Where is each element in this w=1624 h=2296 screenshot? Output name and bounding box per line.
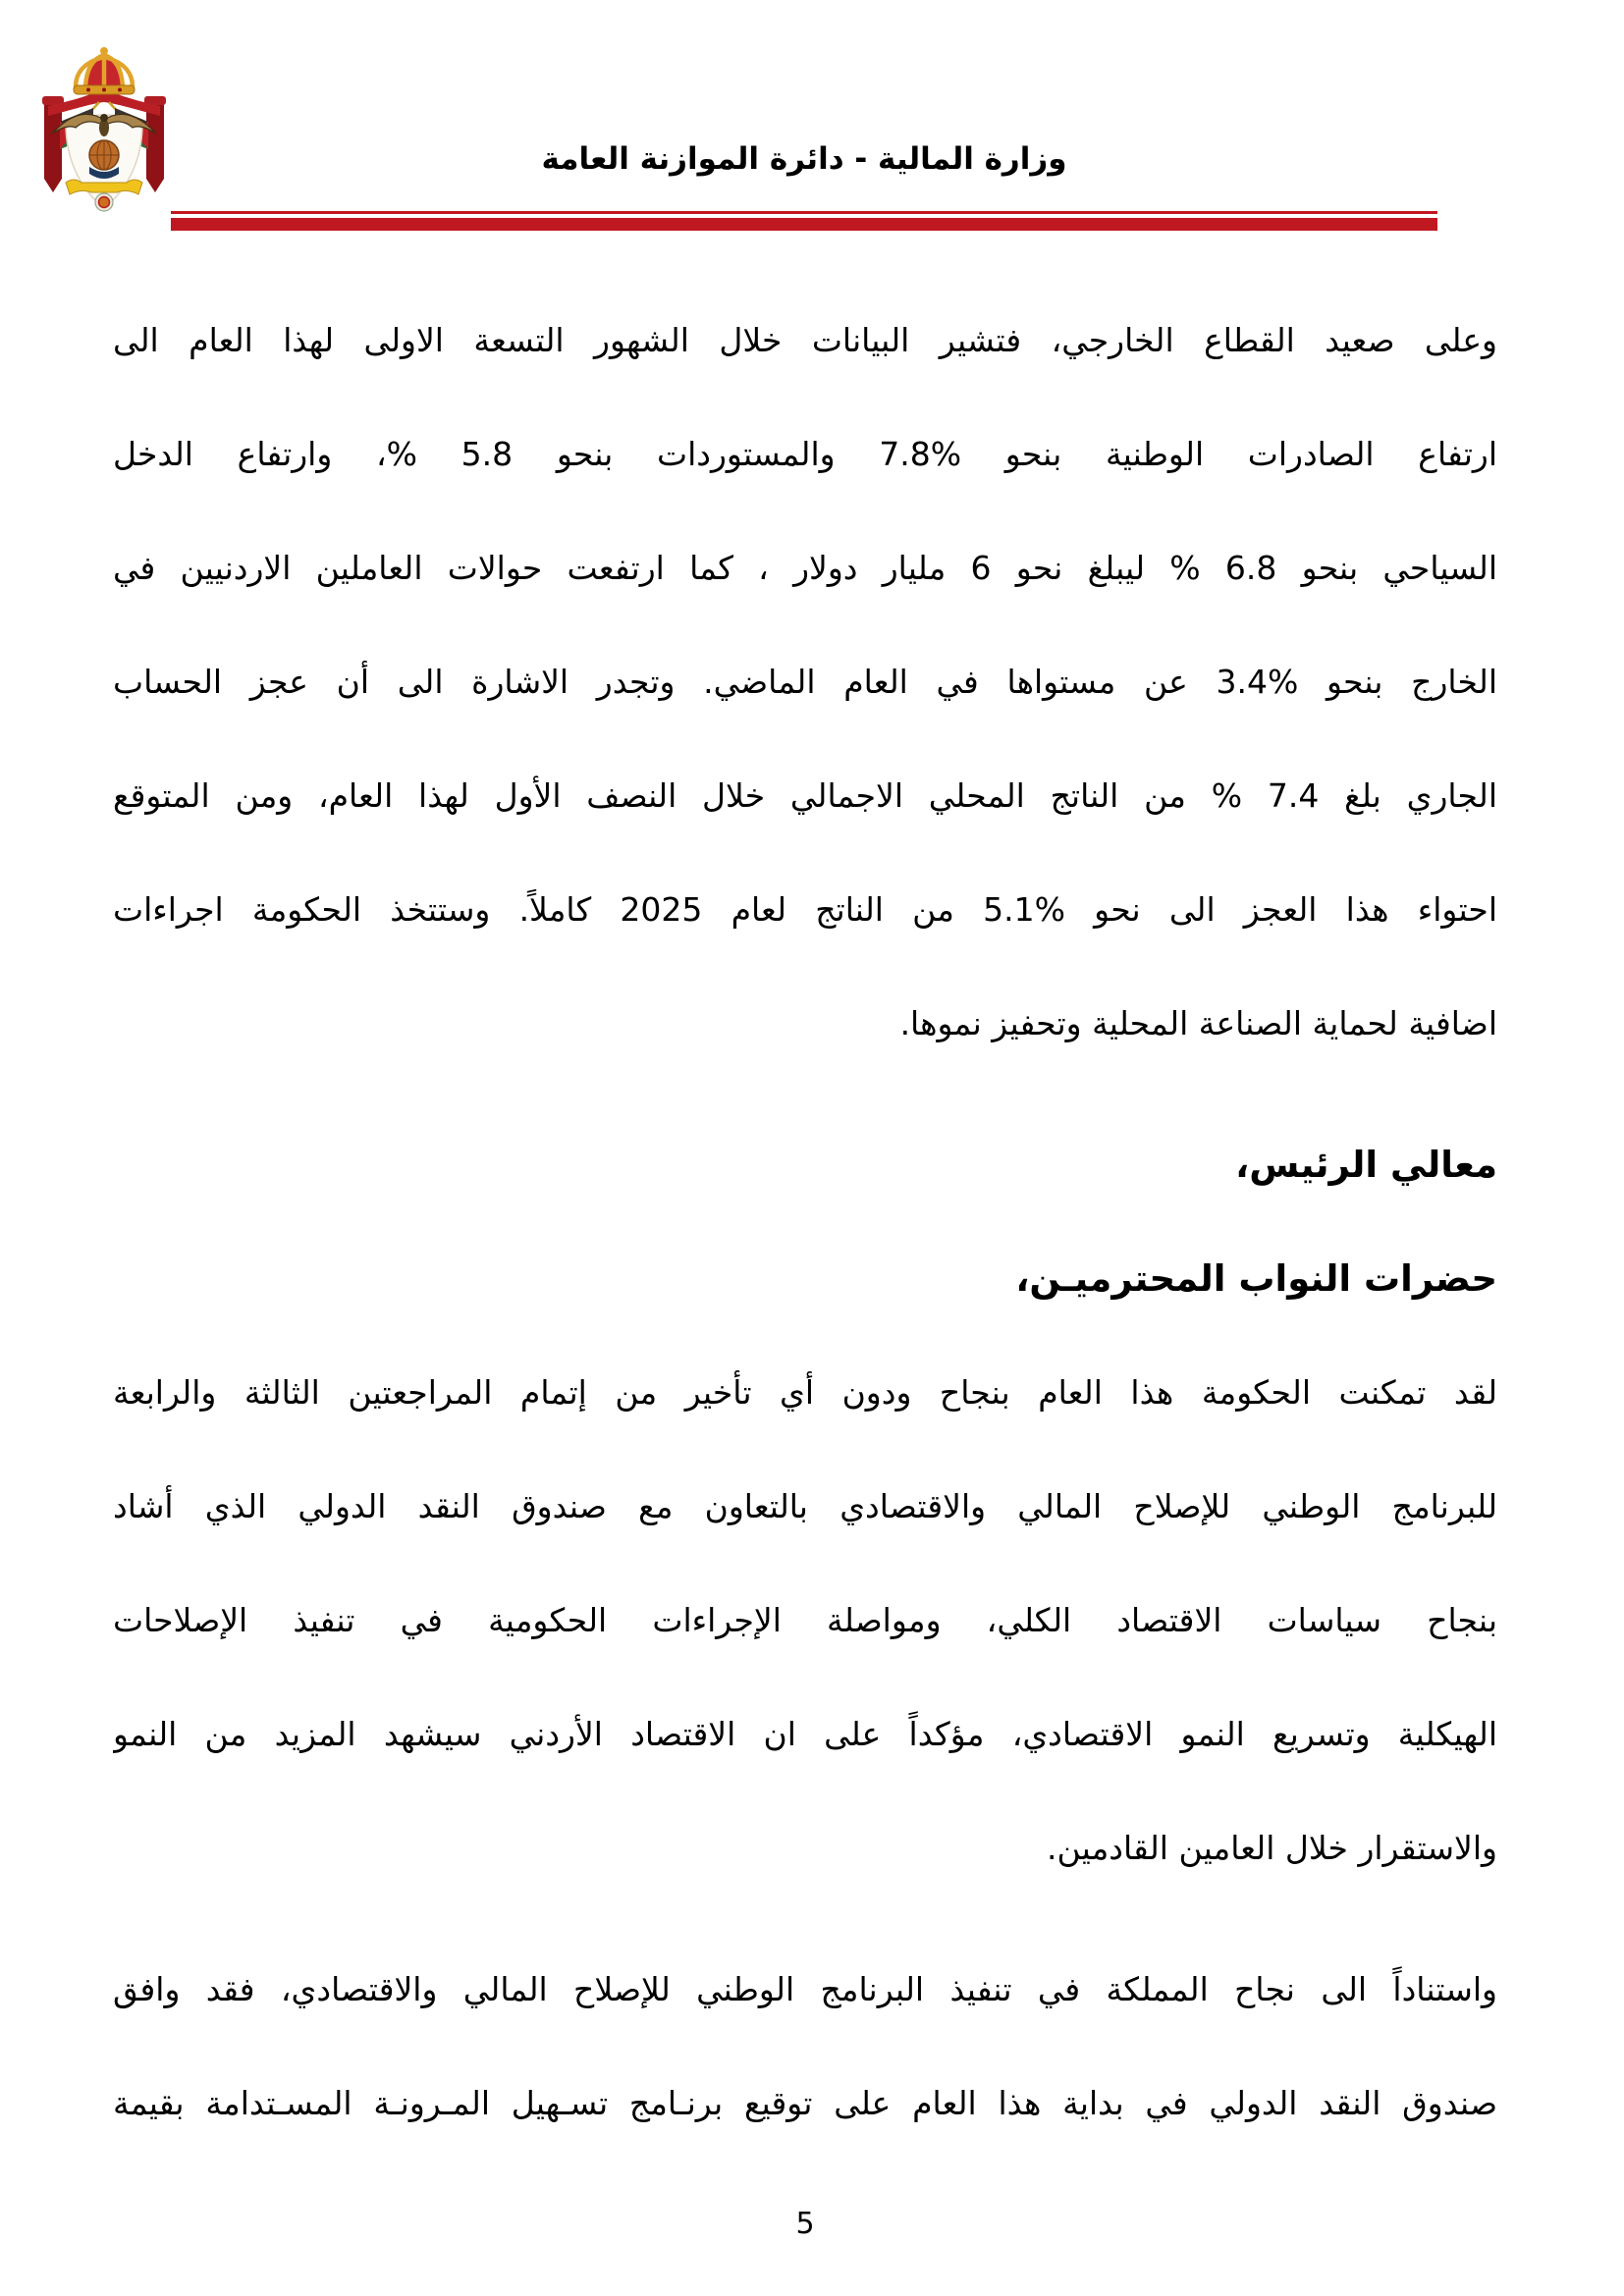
text-line: السياحي بنحو 6.8 % ليبلغ نحو 6 مليار دولار ، كما ارتفعت حوالات العاملين الاردنيين في — [113, 549, 1497, 587]
text-line: والاستقرار خلال العامين القادمين. — [1047, 1829, 1497, 1867]
paragraph-imf-agreement — [113, 1933, 1497, 2161]
text-line: الخارج بنحو %3.4 عن مستواها في العام الماضي. وتجدر الاشارة الى أن عجز الحساب — [113, 663, 1497, 701]
text-line: اضافية لحماية الصناعة المحلية وتحفيز نموها. — [899, 1004, 1497, 1042]
text-line: للبرنامج الوطني للإصلاح المالي والاقتصادي بالتعاون مع صندوق النقد الدولي الذي أشاد — [113, 1487, 1497, 1525]
text-line: احتواء هذا العجز الى نحو %5.1 من الناتج لعام 2025 كاملاً. وستتخذ الحكومة اجراءات — [113, 890, 1497, 929]
page-number: 5 — [795, 2207, 815, 2241]
text-line: بنجاح سياسات الاقتصاد الكلي، ومواصلة الإجراءات الحكومية في تنفيذ الإصلاحات — [113, 1601, 1497, 1639]
text-line: الجاري بلغ 7.4 % من الناتج المحلي الاجمالي خلال النصف الأول لهذا العام، ومن المتوقع — [113, 776, 1497, 815]
paragraph-reform-program — [113, 1336, 1497, 1905]
paragraph-external-sector — [113, 284, 1497, 1081]
text-line: ارتفاع الصادرات الوطنية بنحو %7.8 والمستوردات بنحو 5.8 %، وارتفاع الدخل — [113, 435, 1497, 473]
header-rule-thick-line — [171, 218, 1437, 231]
text-line: صندوق النقد الدولي في بداية هذا العام على توقيع برنـامج تسـهيل المـرونـة المسـتدامة بقيمة — [113, 2084, 1497, 2122]
page-title: وزارة المالية - دائرة الموازنة العامة — [541, 141, 1067, 177]
document-body — [113, 284, 1497, 2161]
text-line: الهيكلية وتسريع النمو الاقتصادي، مؤكداً على ان الاقتصاد الأردني سيشهد المزيد من النمو — [113, 1715, 1497, 1753]
heading-president: معالي الرئيس، — [1235, 1144, 1497, 1186]
text-line: وعلى صعيد القطاع الخارجي، فتشير البيانات خلال الشهور التسعة الاولى لهذا العام الى — [113, 321, 1497, 359]
text-line: لقد تمكنت الحكومة هذا العام بنجاح ودون أي تأخير من إتمام المراجعتين الثالثة والرابعة — [113, 1373, 1497, 1412]
header-rule — [171, 211, 1437, 231]
jordan-coat-of-arms-icon — [42, 45, 166, 230]
text-line: واستناداً الى نجاح المملكة في تنفيذ البرنامج الوطني للإصلاح المالي والاقتصادي، فقد وافق — [113, 1970, 1497, 2008]
heading-deputies: حضرات النواب المحترميـن، — [1015, 1257, 1497, 1300]
